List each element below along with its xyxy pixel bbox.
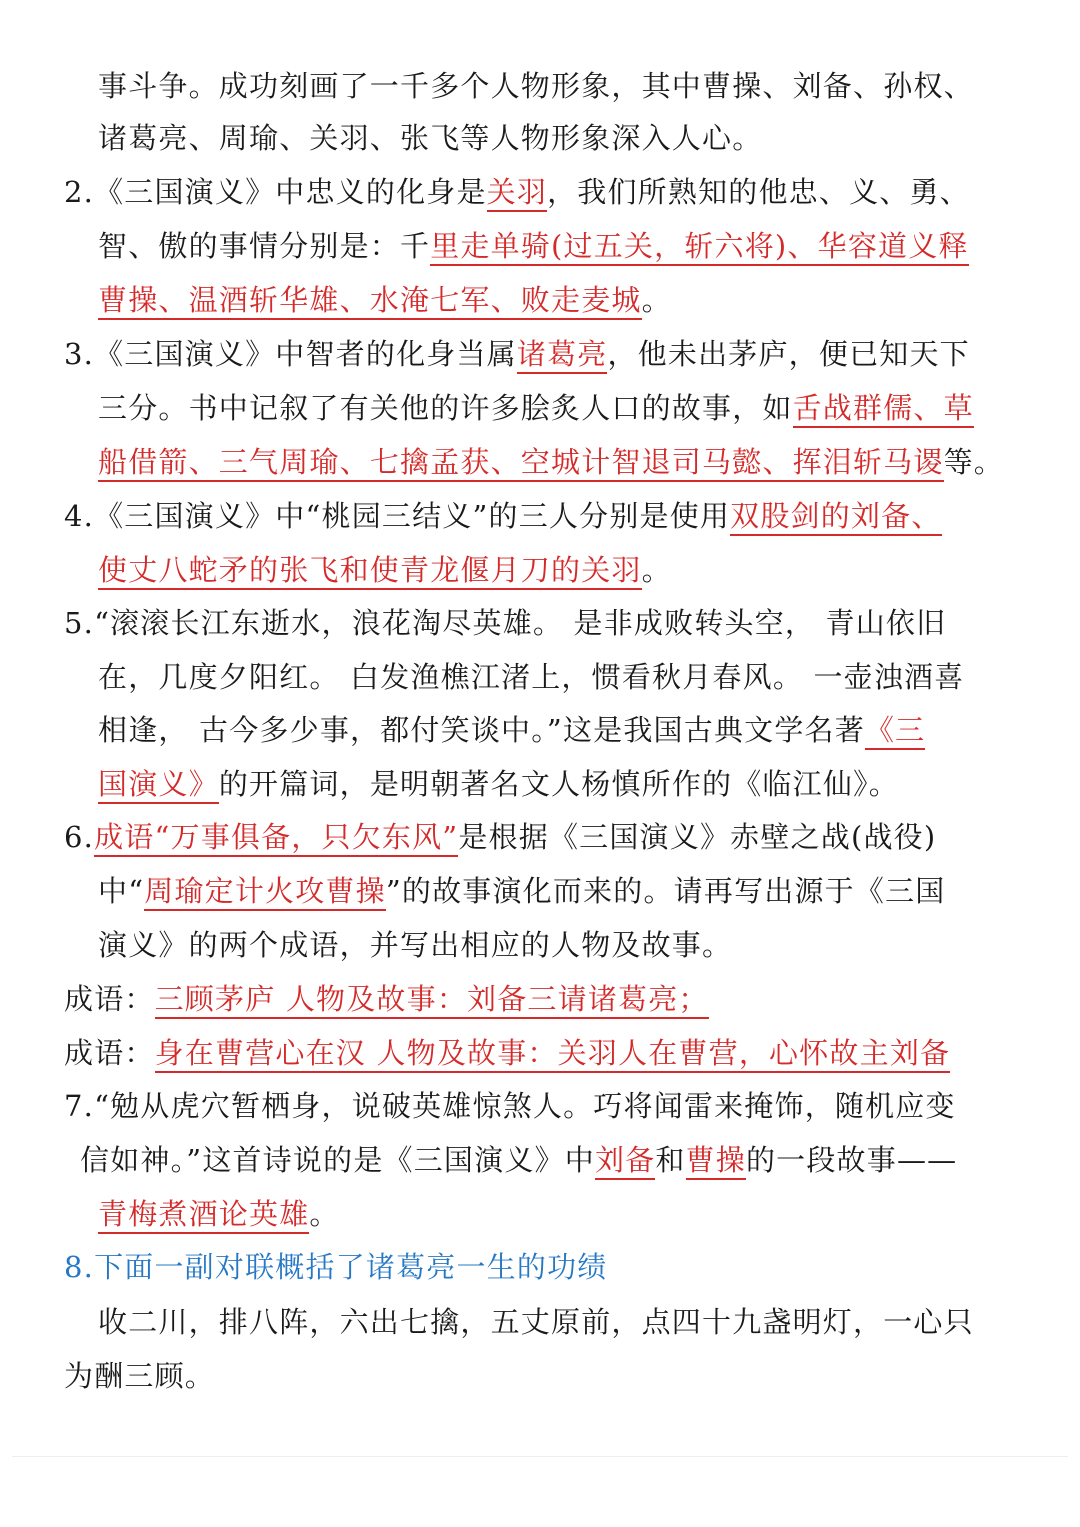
line-text: 6. xyxy=(64,820,95,854)
answer-text: 使丈八蛇矛的张飞和使青龙偃月刀的关羽 xyxy=(98,553,642,590)
line-text: 演义》的两个成语，并写出相应的人物及故事。 xyxy=(98,928,733,962)
answer-text: 三顾茅庐 人物及故事：刘备三请诸葛亮； xyxy=(155,982,709,1019)
line-text: ，我们所熟知的他忠、义、勇、 xyxy=(547,175,970,209)
line-text: 三分。书中记叙了有关他的许多脍炙人口的故事，如 xyxy=(98,391,793,425)
text-line xyxy=(64,603,946,643)
line-text: 3.《三国演义》中智者的化身当属 xyxy=(64,337,517,371)
line-text: 和 xyxy=(655,1143,686,1177)
answer-text: 里走单骑(过五关，斩六将)、华容道义释 xyxy=(430,229,968,266)
line-text: 诸葛亮、周瑜、关羽、张飞等人物形象深入人心。 xyxy=(98,121,763,155)
line-text: 中“ xyxy=(98,874,145,908)
line-text: 7.“勉从虎穴暂栖身，说破英雄惊煞人。巧将闻雷来掩饰，随机应变 xyxy=(64,1089,956,1123)
answer-text: 船借箭、三气周瑜、七擒孟获、空城计智退司马懿、挥泪斩马谡 xyxy=(98,445,944,482)
line-text: 。 xyxy=(641,283,672,317)
text-line xyxy=(64,979,709,1019)
answer-text: 国演义》 xyxy=(98,767,219,804)
line-text: 等。 xyxy=(943,445,1005,479)
line-text: 。 xyxy=(641,553,672,587)
answer-text: 关羽 xyxy=(487,175,547,212)
text-line xyxy=(98,388,974,428)
line-text: 收二川，排八阵，六出七擒，五丈原前，点四十九盏明灯，一心只 xyxy=(98,1305,974,1339)
text-line xyxy=(98,550,672,590)
text-line xyxy=(64,1086,956,1126)
text-line xyxy=(98,1194,340,1234)
text-line xyxy=(98,764,899,804)
question-heading: 8.下面一副对联概括了诸葛亮一生的功绩 xyxy=(64,1250,608,1284)
line-text: 相逢， 古今多少事，都付笑谈中。”这是我国古典文学名著 xyxy=(98,713,865,747)
answer-text: 《三 xyxy=(865,713,925,750)
answer-text: 舌战群儒、草 xyxy=(793,391,974,428)
line-text: 是根据《三国演义》赤壁之战(战役) xyxy=(458,820,937,854)
text-line xyxy=(98,657,964,697)
answer-text: 曹操、温酒斩华雄、水淹七军、败走麦城 xyxy=(98,283,642,320)
text-line xyxy=(98,280,672,320)
answer-text: 曹操 xyxy=(686,1143,746,1180)
text-line xyxy=(98,118,762,158)
line-text: 智、傲的事情分别是：千 xyxy=(98,229,431,263)
line-text: 4.《三国演义》中“桃园三结义”的三人分别是使用 xyxy=(64,499,731,533)
answer-text: 身在曹营心在汉 人物及故事：关羽人在曹营，心怀故主刘备 xyxy=(155,1036,951,1073)
text-line xyxy=(98,871,945,911)
text-line xyxy=(98,925,732,965)
text-line xyxy=(98,442,1004,482)
text-line xyxy=(64,1033,950,1073)
line-text: 。 xyxy=(309,1197,340,1231)
line-text: ，他未出茅庐，便已知天下 xyxy=(607,337,970,371)
text-line xyxy=(64,334,970,374)
text-line xyxy=(64,496,942,536)
text-line xyxy=(98,226,969,266)
text-line xyxy=(64,817,936,857)
bottom-divider xyxy=(12,1456,1068,1457)
answer-text: 刘备 xyxy=(595,1143,655,1180)
text-line xyxy=(80,1140,957,1180)
line-text: 成语： xyxy=(64,1036,155,1070)
answer-text: 双股剑的刘备、 xyxy=(730,499,941,536)
text-line xyxy=(98,710,925,750)
line-text: 在，几度夕阳红。 白发渔樵江渚上，惯看秋月春风。 一壶浊酒喜 xyxy=(98,660,965,694)
answer-text: 诸葛亮 xyxy=(517,337,608,374)
text-line xyxy=(98,66,974,106)
line-text: 事斗争。成功刻画了一千多个人物形象，其中曹操、刘备、孙权、 xyxy=(98,69,974,103)
line-text: 信如神。”这首诗说的是《三国演义》中 xyxy=(80,1143,595,1177)
text-line xyxy=(64,1356,215,1396)
line-text: 成语： xyxy=(64,982,155,1016)
answer-text: 成语“万事俱备，只欠东风” xyxy=(94,820,458,857)
line-text: 的一段故事—— xyxy=(745,1143,958,1177)
text-line xyxy=(64,172,970,212)
text-line xyxy=(64,1247,607,1287)
line-text: 的开篇词，是明朝著名文人杨慎所作的《临江仙》。 xyxy=(218,767,899,801)
line-text: 为酬三顾。 xyxy=(64,1359,216,1393)
line-text: ”的故事演化而来的。请再写出源于《三国 xyxy=(385,874,946,908)
line-text: 5.“滚滚长江东逝水，浪花淘尽英雄。 是非成败转头空， 青山依旧 xyxy=(64,606,947,640)
answer-text: 青梅煮酒论英雄 xyxy=(98,1197,309,1234)
text-line xyxy=(98,1302,974,1342)
line-text: 2.《三国演义》中忠义的化身是 xyxy=(64,175,487,209)
answer-text: 周瑜定计火攻曹操 xyxy=(144,874,386,911)
